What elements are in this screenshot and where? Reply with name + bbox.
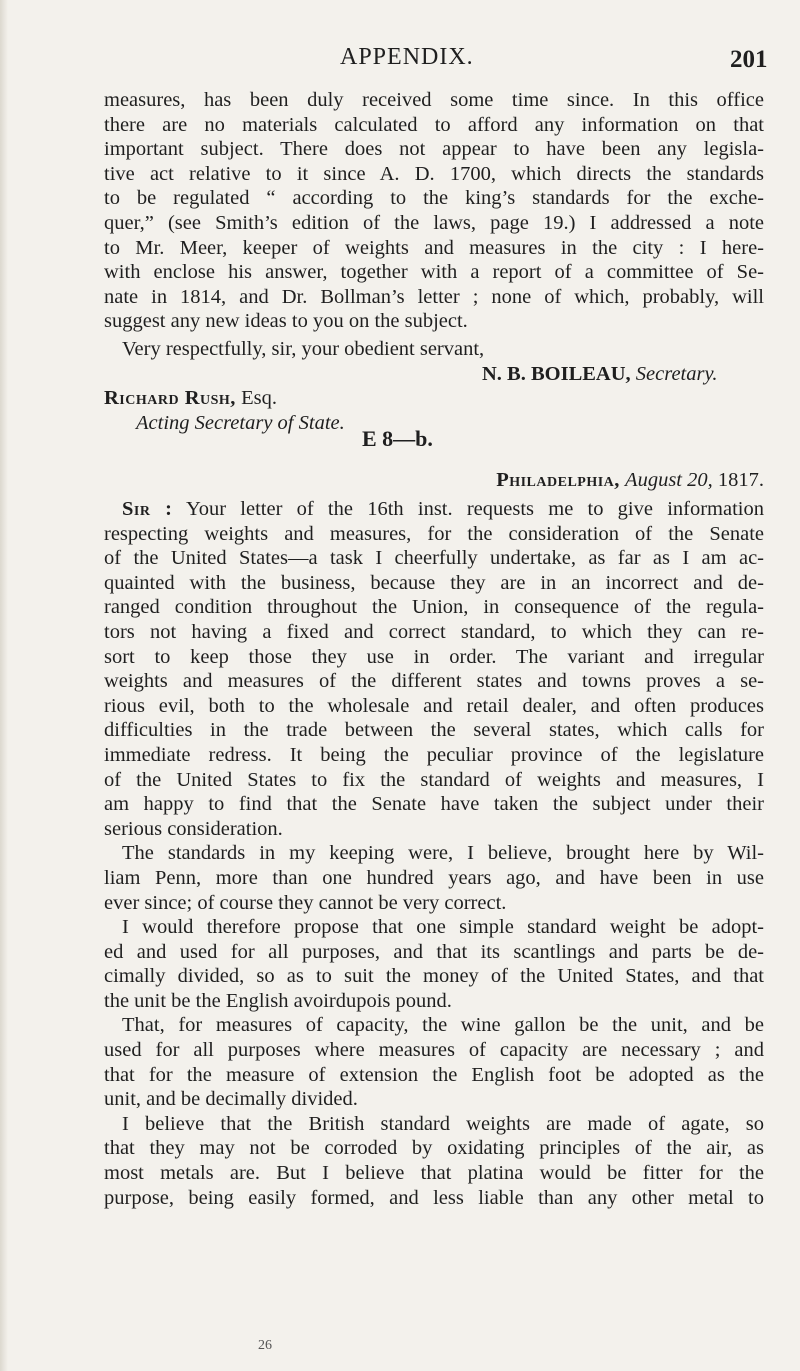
text-line: sort to keep those they use in order. The variant and irregular [104, 645, 764, 668]
text-line: That, for measures of capacity, the wine gallon be the unit, and be [122, 1014, 764, 1037]
text-line: ranged condition throughout the Union, in consequence of the regula- [104, 596, 764, 619]
dateline-year: 1817. [712, 469, 764, 491]
dateline-place: Philadelphia, [496, 469, 620, 491]
dateline-date: August 20, [625, 469, 713, 491]
complimentary-close: Very respectfully, sir, your obedient servant, [122, 338, 485, 360]
page-number: 201 [730, 46, 768, 73]
text-line: measures, has been duly received some time since. In this office [104, 89, 764, 111]
text-line: nate in 1814, and Dr. Bollman’s letter ; none of which, probably, will [104, 285, 764, 308]
document-id: E 8—b. [362, 426, 433, 451]
addressee-line [104, 386, 764, 411]
text-line: respecting weights and measures, for the consideration of the Senate [104, 522, 764, 545]
text-line: most metals are. But I believe that platina would be fitter for the [104, 1162, 764, 1185]
text-line: to be regulated “ according to the king’s standards for the exche- [104, 187, 764, 210]
dateline [104, 469, 764, 492]
page-gutter-shadow [0, 0, 8, 1371]
addressee-title: Acting Secretary of State. [136, 411, 345, 434]
text-line: immediate redress. It being the peculiar province of the legislature [104, 743, 764, 766]
text-line: quainted with the business, because they are in an incorrect and de- [104, 571, 764, 594]
page-header [0, 44, 800, 84]
text-line: ed and used for all purposes, and that its scantlings and parts be de- [104, 940, 764, 963]
text-line: tors not having a fixed and correct standard, to which they can re- [104, 620, 764, 643]
text-line: suggest any new ideas to you on the subject. [104, 310, 468, 333]
signer-name: N. B. BOILEAU, [482, 362, 631, 385]
text-line: that they may not be corroded by oxidating principles of the air, as [104, 1137, 764, 1160]
text-line: difficulties in the trade between the several states, which calls for [104, 719, 764, 742]
addressee-suffix: Esq. [235, 387, 277, 410]
text-line: to Mr. Meer, keeper of weights and measures in the city : I here- [104, 236, 764, 259]
text-line: I would therefore propose that one simple standard weight be adopt- [122, 916, 764, 939]
running-head: APPENDIX. [340, 44, 474, 70]
text-line: am happy to find that the Senate have taken the subject under their [104, 793, 764, 816]
text-line: used for all purposes where measures of capacity are necessary ; and [104, 1039, 764, 1062]
text-line: I believe that the British standard weights are made of agate, so [122, 1112, 764, 1135]
letter2-body [104, 497, 764, 1210]
text-line: serious consideration. [104, 817, 283, 840]
text-line: of the United States to fix the standard of weights and measures, I [104, 768, 764, 791]
addressee-name: Richard Rush, [104, 387, 236, 410]
text-line: of the United States—a task I cheerfully undertake, as far as I am ac- [104, 547, 764, 570]
text-line: ever since; of course they cannot be very correct. [104, 891, 507, 914]
letter1-body [104, 88, 764, 334]
text-line: The standards in my keeping were, I believe, brought here by Wil- [122, 842, 764, 865]
text-line: liam Penn, more than one hundred years ago, and have been in use [104, 866, 764, 889]
letter1-signature-block [104, 337, 764, 435]
signer-title: Secretary. [635, 362, 718, 385]
text-line: purpose, being easily formed, and less liable than any other metal to [104, 1186, 764, 1209]
text-line: unit, and be decimally divided. [104, 1088, 358, 1111]
text-line: the unit be the English avoirdupois pound. [104, 989, 452, 1012]
signer-line [104, 362, 764, 387]
text-line: tive act relative to it since A. D. 1700, which directs the standards [104, 162, 764, 185]
text-line: that for the measure of extension the English foot be adopted as the [104, 1063, 764, 1086]
text-line: rious evil, both to the wholesale and retail dealer, and often produces [104, 694, 764, 717]
text-line: weights and measures of the different states and towns proves a se- [104, 670, 764, 693]
text-line: there are no materials calculated to afford any information on that [104, 113, 764, 136]
sheet-signature-mark: 26 [258, 1338, 272, 1353]
text-line: important subject. There does not appear to have been any legisla- [104, 138, 764, 161]
text-line: with enclose his answer, together with a report of a committee of Se- [104, 261, 764, 284]
text-line: Sir : Your letter of the 16th inst. requests me to give information [122, 498, 764, 520]
text-line: cimally divided, so as to suit the money of the United States, and that [104, 965, 764, 988]
salutation: Sir : [122, 498, 173, 520]
text-line: quer,” (see Smith’s edition of the laws, page 19.) I addressed a note [104, 211, 764, 234]
